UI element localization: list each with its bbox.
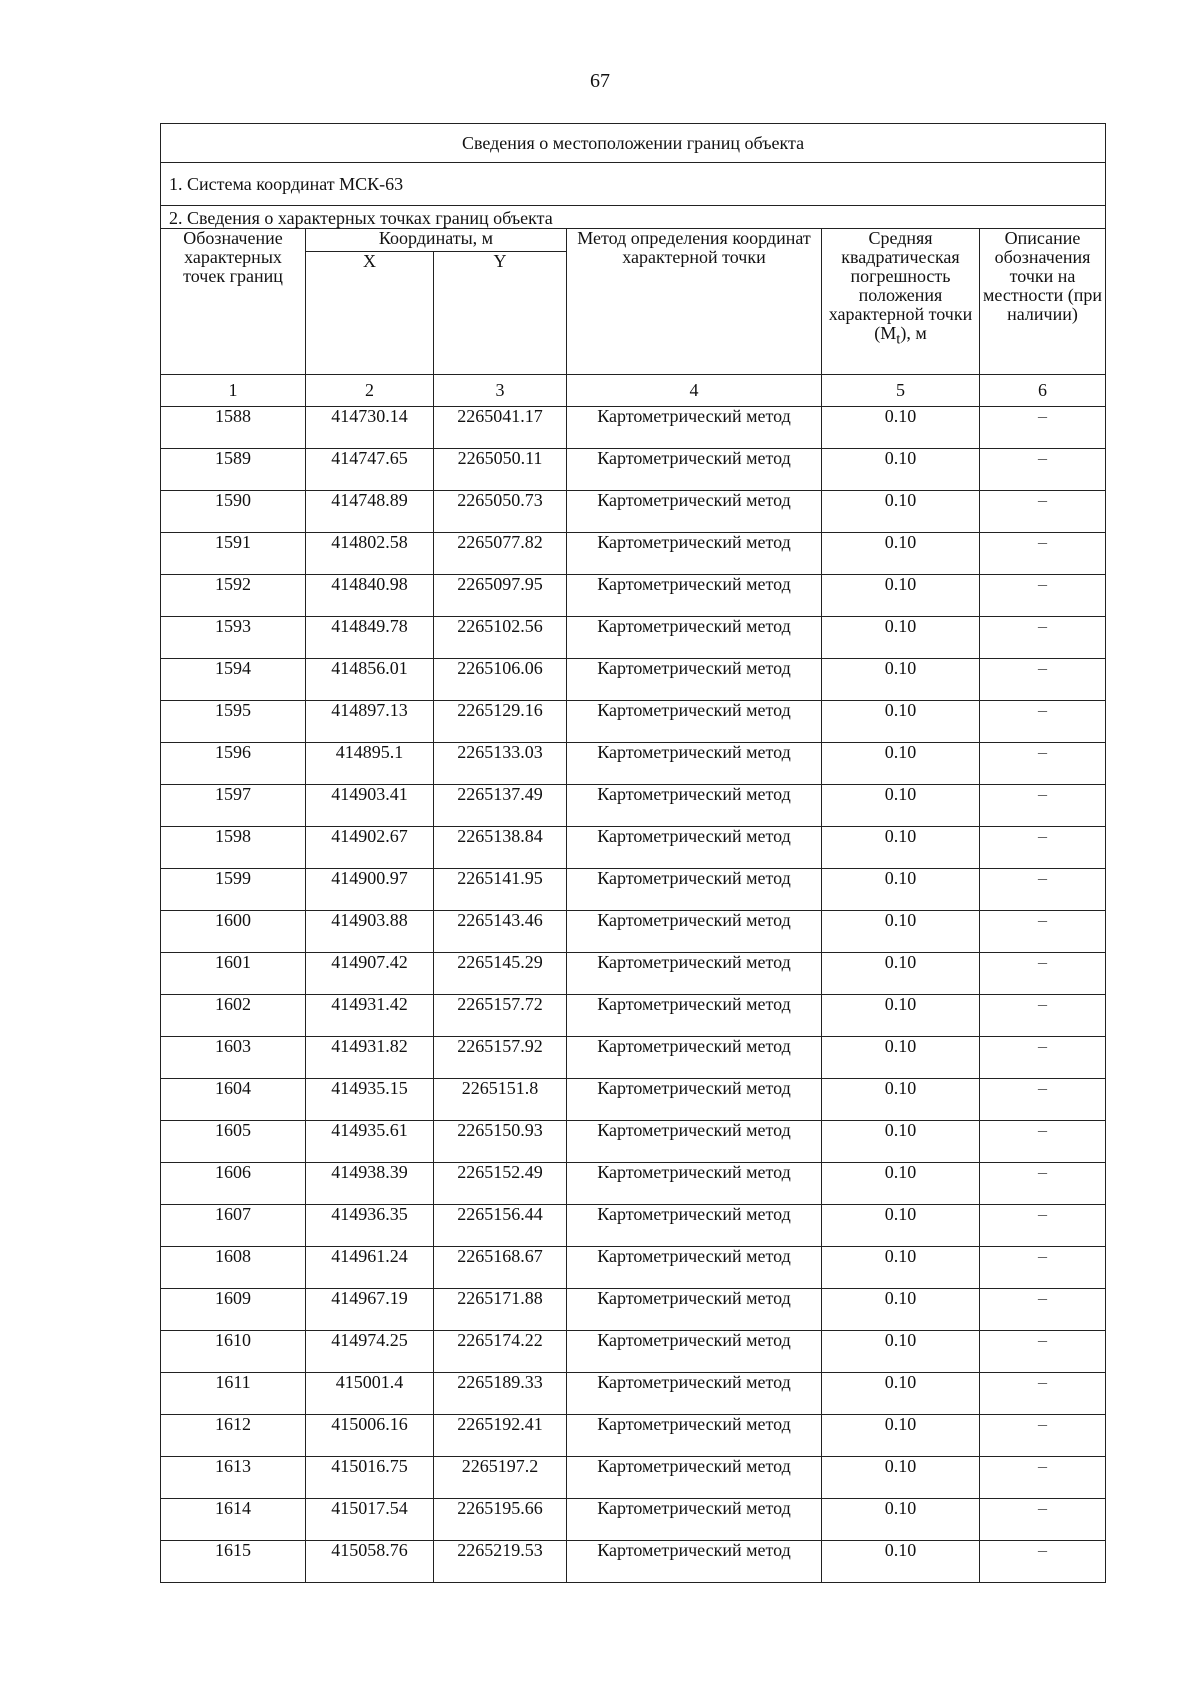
column-number: 2 [306,375,434,407]
table-row [161,785,1106,827]
cell-y: 2265102.56 [434,617,567,659]
cell-y: 2265077.82 [434,533,567,575]
cell-point-id: 1596 [161,743,306,785]
cell-description: – [980,1205,1106,1247]
cell-description: – [980,1457,1106,1499]
header-coordinates: Координаты, м [306,229,567,252]
table-row [161,1079,1106,1121]
cell-error: 0.10 [822,1373,980,1415]
cell-y: 2265106.06 [434,659,567,701]
cell-x: 414897.13 [306,701,434,743]
table-row [161,1289,1106,1331]
cell-y: 2265192.41 [434,1415,567,1457]
cell-error: 0.10 [822,449,980,491]
cell-method: Картометрический метод [567,491,822,533]
header-method: Метод определения координат характерной точки [567,229,822,375]
cell-point-id: 1613 [161,1457,306,1499]
cell-point-id: 1599 [161,869,306,911]
table-row [161,1499,1106,1541]
cell-y: 2265145.29 [434,953,567,995]
cell-error: 0.10 [822,701,980,743]
cell-error: 0.10 [822,659,980,701]
cell-description: – [980,1247,1106,1289]
cell-point-id: 1602 [161,995,306,1037]
boundary-points-table [160,123,1106,1583]
cell-y: 2265137.49 [434,785,567,827]
cell-method: Картометрический метод [567,1331,822,1373]
cell-x: 414967.19 [306,1289,434,1331]
column-number: 6 [980,375,1106,407]
cell-error: 0.10 [822,1163,980,1205]
cell-x: 414900.97 [306,869,434,911]
cell-x: 414938.39 [306,1163,434,1205]
table-row [161,827,1106,869]
cell-description: – [980,701,1106,743]
cell-y: 2265174.22 [434,1331,567,1373]
table-row [161,1037,1106,1079]
cell-error: 0.10 [822,869,980,911]
cell-x: 414747.65 [306,449,434,491]
cell-method: Картометрический метод [567,869,822,911]
cell-error: 0.10 [822,1457,980,1499]
cell-x: 414931.42 [306,995,434,1037]
points-title: 2. Сведения о характерных точках границ объекта [161,206,1106,229]
header-error-sub: t [896,331,901,348]
header-error-prefix: Средняя квадратическая погрешность положения характерной точки (M [828,228,973,343]
cell-description: – [980,617,1106,659]
cell-description: – [980,911,1106,953]
cell-x: 414895.1 [306,743,434,785]
table-row [161,1331,1106,1373]
cell-method: Картометрический метод [567,659,822,701]
cell-error: 0.10 [822,1331,980,1373]
cell-method: Картометрический метод [567,617,822,659]
cell-method: Картометрический метод [567,1079,822,1121]
table-row [161,1247,1106,1289]
cell-point-id: 1592 [161,575,306,617]
cell-y: 2265157.92 [434,1037,567,1079]
section-title: Сведения о местоположении границ объекта [161,124,1106,163]
cell-method: Картометрический метод [567,953,822,995]
cell-method: Картометрический метод [567,407,822,449]
cell-error: 0.10 [822,1499,980,1541]
cell-y: 2265150.93 [434,1121,567,1163]
cell-point-id: 1612 [161,1415,306,1457]
cell-method: Картометрический метод [567,701,822,743]
cell-method: Картометрический метод [567,1289,822,1331]
cell-point-id: 1588 [161,407,306,449]
cell-x: 415006.16 [306,1415,434,1457]
cell-y: 2265129.16 [434,701,567,743]
cell-y: 2265195.66 [434,1499,567,1541]
cell-description: – [980,1331,1106,1373]
cell-method: Картометрический метод [567,1205,822,1247]
cell-error: 0.10 [822,785,980,827]
cell-point-id: 1615 [161,1541,306,1583]
cell-method: Картометрический метод [567,827,822,869]
cell-method: Картометрический метод [567,1499,822,1541]
cell-description: – [980,1541,1106,1583]
cell-description: – [980,407,1106,449]
cell-x: 415001.4 [306,1373,434,1415]
cell-error: 0.10 [822,491,980,533]
cell-description: – [980,995,1106,1037]
cell-method: Картометрический метод [567,743,822,785]
table-row [161,869,1106,911]
cell-method: Картометрический метод [567,449,822,491]
table-row [161,449,1106,491]
cell-error: 0.10 [822,575,980,617]
cell-point-id: 1601 [161,953,306,995]
table-row [161,617,1106,659]
column-number: 4 [567,375,822,407]
cell-y: 2265097.95 [434,575,567,617]
cell-description: – [980,575,1106,617]
cell-description: – [980,1289,1106,1331]
cell-x: 414935.61 [306,1121,434,1163]
cell-description: – [980,491,1106,533]
cell-point-id: 1590 [161,491,306,533]
cell-description: – [980,533,1106,575]
cell-y: 2265171.88 [434,1289,567,1331]
header-y: Y [434,252,567,375]
header-x: X [306,252,434,375]
cell-description: – [980,785,1106,827]
cell-method: Картометрический метод [567,1457,822,1499]
cell-method: Картометрический метод [567,785,822,827]
cell-x: 414974.25 [306,1331,434,1373]
cell-x: 414935.15 [306,1079,434,1121]
cell-description: – [980,1037,1106,1079]
column-number: 5 [822,375,980,407]
table-row [161,575,1106,617]
cell-description: – [980,743,1106,785]
cell-x: 414840.98 [306,575,434,617]
cell-method: Картометрический метод [567,575,822,617]
cell-point-id: 1603 [161,1037,306,1079]
cell-description: – [980,1415,1106,1457]
cell-x: 414903.41 [306,785,434,827]
cell-error: 0.10 [822,1415,980,1457]
cell-method: Картометрический метод [567,1373,822,1415]
cell-description: – [980,449,1106,491]
cell-description: – [980,827,1106,869]
cell-method: Картометрический метод [567,1247,822,1289]
header-description: Описание обозначения точки на местности (при наличии) [980,229,1106,375]
cell-error: 0.10 [822,1247,980,1289]
cell-error: 0.10 [822,995,980,1037]
cell-error: 0.10 [822,1541,980,1583]
cell-x: 414931.82 [306,1037,434,1079]
table-row [161,953,1106,995]
cell-point-id: 1607 [161,1205,306,1247]
table-row [161,491,1106,533]
header-error-suffix: ), м [900,323,927,343]
cell-point-id: 1610 [161,1331,306,1373]
table-row [161,1415,1106,1457]
cell-method: Картометрический метод [567,1037,822,1079]
cell-x: 414907.42 [306,953,434,995]
cell-description: – [980,1373,1106,1415]
column-number: 1 [161,375,306,407]
cell-x: 414849.78 [306,617,434,659]
cell-y: 2265152.49 [434,1163,567,1205]
cell-point-id: 1593 [161,617,306,659]
cell-x: 414936.35 [306,1205,434,1247]
cell-x: 415016.75 [306,1457,434,1499]
column-number: 3 [434,375,567,407]
cell-x: 414961.24 [306,1247,434,1289]
cell-y: 2265041.17 [434,407,567,449]
cell-description: – [980,869,1106,911]
table-row [161,1373,1106,1415]
table-row [161,1163,1106,1205]
cell-point-id: 1595 [161,701,306,743]
cell-method: Картометрический метод [567,995,822,1037]
table-row [161,1205,1106,1247]
cell-x: 415017.54 [306,1499,434,1541]
cell-y: 2265050.73 [434,491,567,533]
cell-method: Картометрический метод [567,1415,822,1457]
cell-error: 0.10 [822,617,980,659]
table-row [161,911,1106,953]
cell-error: 0.10 [822,1205,980,1247]
cell-point-id: 1600 [161,911,306,953]
cell-y: 2265189.33 [434,1373,567,1415]
cell-y: 2265219.53 [434,1541,567,1583]
header-designation: Обозначение характерных точек границ [161,229,306,375]
cell-x: 414802.58 [306,533,434,575]
cell-error: 0.10 [822,533,980,575]
cell-x: 414856.01 [306,659,434,701]
cell-error: 0.10 [822,1289,980,1331]
cell-point-id: 1606 [161,1163,306,1205]
cell-method: Картометрический метод [567,533,822,575]
cell-y: 2265156.44 [434,1205,567,1247]
cell-y: 2265143.46 [434,911,567,953]
cell-x: 414903.88 [306,911,434,953]
table-row [161,1121,1106,1163]
cell-description: – [980,1163,1106,1205]
cell-point-id: 1609 [161,1289,306,1331]
cell-y: 2265151.8 [434,1079,567,1121]
cell-point-id: 1604 [161,1079,306,1121]
cell-error: 0.10 [822,743,980,785]
cell-point-id: 1605 [161,1121,306,1163]
table-row [161,743,1106,785]
cell-x: 415058.76 [306,1541,434,1583]
cell-point-id: 1614 [161,1499,306,1541]
table-row [161,1541,1106,1583]
cell-point-id: 1608 [161,1247,306,1289]
cell-y: 2265157.72 [434,995,567,1037]
cell-method: Картометрический метод [567,911,822,953]
cell-x: 414730.14 [306,407,434,449]
cell-error: 0.10 [822,1037,980,1079]
cell-description: – [980,1499,1106,1541]
cell-point-id: 1591 [161,533,306,575]
cell-x: 414748.89 [306,491,434,533]
cell-y: 2265141.95 [434,869,567,911]
cell-error: 0.10 [822,407,980,449]
header-error [822,229,980,375]
cell-description: – [980,1079,1106,1121]
cell-method: Картометрический метод [567,1163,822,1205]
table-row [161,701,1106,743]
coordinate-system: 1. Система координат МСК-63 [161,163,1106,206]
cell-method: Картометрический метод [567,1541,822,1583]
page-number: 67 [590,70,610,92]
cell-y: 2265133.03 [434,743,567,785]
cell-point-id: 1594 [161,659,306,701]
cell-error: 0.10 [822,827,980,869]
cell-error: 0.10 [822,911,980,953]
cell-error: 0.10 [822,1121,980,1163]
cell-description: – [980,1121,1106,1163]
cell-point-id: 1598 [161,827,306,869]
cell-method: Картометрический метод [567,1121,822,1163]
table-row [161,407,1106,449]
table-row [161,1457,1106,1499]
cell-point-id: 1611 [161,1373,306,1415]
cell-description: – [980,953,1106,995]
cell-y: 2265138.84 [434,827,567,869]
cell-y: 2265050.11 [434,449,567,491]
cell-y: 2265197.2 [434,1457,567,1499]
table-row [161,995,1106,1037]
cell-point-id: 1589 [161,449,306,491]
cell-point-id: 1597 [161,785,306,827]
cell-x: 414902.67 [306,827,434,869]
cell-description: – [980,659,1106,701]
cell-error: 0.10 [822,1079,980,1121]
cell-error: 0.10 [822,953,980,995]
table-row [161,659,1106,701]
table-row [161,533,1106,575]
cell-y: 2265168.67 [434,1247,567,1289]
